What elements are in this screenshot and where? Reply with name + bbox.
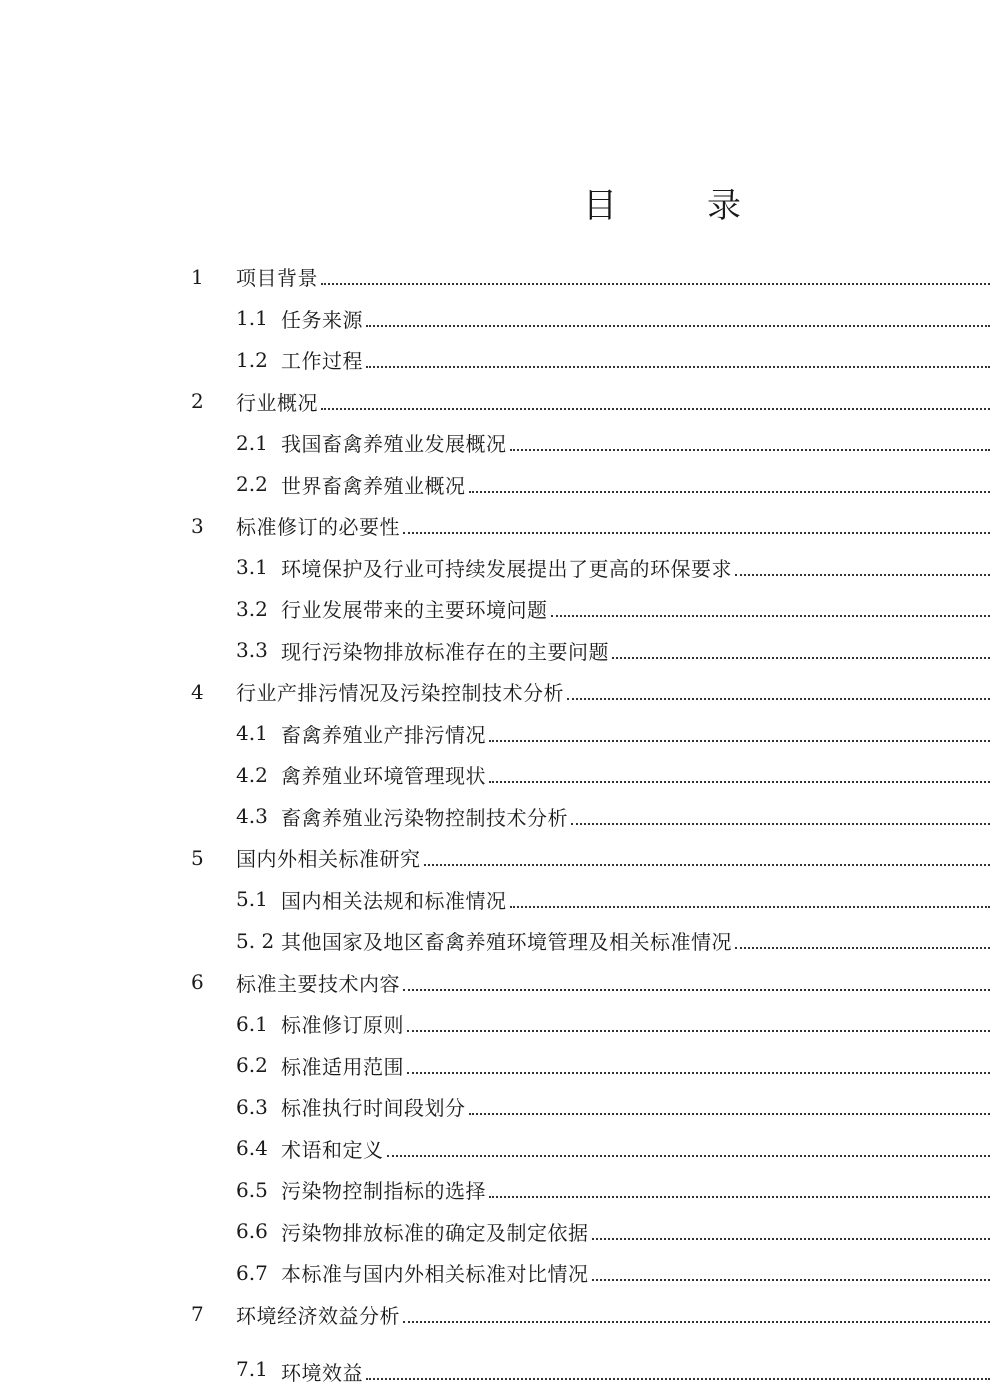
toc-entry-label: 污染物控制指标的选择	[281, 1175, 486, 1204]
toc-entry-text	[281, 926, 990, 955]
toc-entry-text	[281, 1217, 990, 1246]
dot-leader	[612, 657, 990, 659]
dot-leader	[592, 1238, 990, 1240]
toc-entry-text	[236, 677, 990, 706]
toc-entry-text	[281, 719, 990, 748]
page-title: 目 录	[583, 182, 769, 230]
toc-entry-number: 3.2	[236, 597, 268, 621]
toc-entry-label: 国内外相关标准研究	[236, 843, 421, 872]
toc-entry[interactable]	[0, 1252, 950, 1294]
toc-entry-text	[236, 262, 990, 291]
toc-entry-text	[281, 1258, 990, 1287]
toc-entry-text	[281, 760, 990, 789]
toc-entry-label: 工作过程	[281, 345, 363, 374]
toc-entry[interactable]	[0, 381, 950, 423]
toc-entry-number: 3	[191, 514, 204, 538]
toc-entry-label: 行业产排污情况及污染控制技术分析	[236, 677, 564, 706]
toc-entry-label: 污染物排放标准的确定及制定依据	[281, 1217, 589, 1246]
toc-entry-number: 6.2	[236, 1053, 268, 1077]
dot-leader	[735, 947, 990, 949]
toc-entry-label: 其他国家及地区畜禽养殖环境管理及相关标准情况	[281, 926, 732, 955]
toc-entry[interactable]	[0, 1211, 950, 1253]
toc-entry-text	[236, 968, 990, 997]
toc-entry-text	[236, 843, 990, 872]
toc-entry-number: 2.1	[236, 431, 268, 455]
dot-leader	[469, 1113, 990, 1115]
dot-leader	[366, 1378, 990, 1380]
toc-entry-number: 6.4	[236, 1136, 268, 1160]
toc-entry-number: 3.1	[236, 555, 268, 579]
toc-entry-label: 标准修订原则	[281, 1009, 404, 1038]
toc-entry[interactable]	[0, 1086, 950, 1128]
dot-leader	[469, 491, 990, 493]
toc-entry-number: 5	[191, 846, 204, 870]
toc-entry-number: 1.2	[236, 348, 268, 372]
dot-leader	[407, 1072, 990, 1074]
toc-entry-text	[281, 636, 990, 665]
toc-entry-number: 2	[191, 389, 204, 413]
toc-entry-number: 4.2	[236, 763, 268, 787]
toc-entry-label: 现行污染物排放标准存在的主要问题	[281, 636, 609, 665]
toc-entry-label: 标准适用范围	[281, 1051, 404, 1080]
dot-leader	[407, 1030, 990, 1032]
toc-entry-number: 5.1	[236, 887, 268, 911]
dot-leader	[551, 615, 990, 617]
toc-entry[interactable]	[0, 837, 950, 879]
toc-entry-number: 6.6	[236, 1219, 268, 1243]
toc-entry-text	[236, 511, 990, 540]
toc-entry[interactable]	[0, 1045, 950, 1087]
dot-leader	[403, 532, 990, 534]
toc-entry[interactable]	[0, 962, 950, 1004]
toc-entry[interactable]	[0, 713, 950, 755]
toc-entry-number: 4.3	[236, 804, 268, 828]
dot-leader	[567, 698, 990, 700]
toc-entry-label: 世界畜禽养殖业概况	[281, 470, 466, 499]
toc-entry-number: 2.2	[236, 472, 268, 496]
toc-entry[interactable]	[0, 547, 950, 589]
dot-leader	[489, 740, 990, 742]
toc-entry-label: 任务来源	[281, 304, 363, 333]
dot-leader	[424, 864, 990, 866]
toc-entry-label: 环境经济效益分析	[236, 1300, 400, 1329]
toc-entry-label: 畜禽养殖业污染物控制技术分析	[281, 802, 568, 831]
toc-entry[interactable]	[0, 505, 950, 547]
dot-leader	[387, 1155, 990, 1157]
toc-entry[interactable]	[0, 1294, 950, 1336]
toc-entry-number: 7	[191, 1302, 204, 1326]
toc-entry-number: 6.7	[236, 1261, 268, 1285]
toc-entry[interactable]	[0, 796, 950, 838]
dot-leader	[510, 906, 990, 908]
toc-entry[interactable]	[0, 422, 950, 464]
toc-entry-number: 3.3	[236, 638, 268, 662]
toc-entry[interactable]	[0, 1335, 950, 1365]
toc-entry-number: 1	[191, 265, 204, 289]
toc-entry-text	[281, 1357, 990, 1386]
toc-entry-text	[236, 1300, 990, 1329]
toc-entry-number: 4.1	[236, 721, 268, 745]
toc-entry-number: 6.3	[236, 1095, 268, 1119]
toc-entry-label: 禽养殖业环境管理现状	[281, 760, 486, 789]
toc-entry-text	[236, 387, 990, 416]
toc-entry[interactable]	[0, 920, 950, 962]
toc-entry-text	[281, 1134, 990, 1163]
toc-entry-label: 畜禽养殖业产排污情况	[281, 719, 486, 748]
toc-entry[interactable]	[0, 256, 950, 298]
toc-entry-text	[281, 594, 990, 623]
dot-leader	[403, 1321, 990, 1323]
toc-entry-text	[281, 1051, 990, 1080]
toc-entry-label: 标准主要技术内容	[236, 968, 400, 997]
toc-entry-text	[281, 802, 990, 831]
toc-entry-text	[281, 1175, 990, 1204]
toc-entry-text	[281, 428, 990, 457]
toc-entry[interactable]	[0, 754, 950, 796]
toc-entry-text	[281, 470, 990, 499]
toc-entry-text	[281, 345, 990, 374]
toc-entry[interactable]	[0, 879, 950, 921]
toc-entry[interactable]	[0, 671, 950, 713]
toc-entry[interactable]	[0, 1003, 950, 1045]
dot-leader	[321, 408, 990, 410]
toc-entry-number: 5. 2	[236, 929, 274, 953]
toc-entry-text	[281, 1009, 990, 1038]
dot-leader	[510, 449, 990, 451]
toc-entry[interactable]	[0, 1169, 950, 1211]
toc-entry[interactable]	[0, 339, 950, 381]
toc-entry-text	[281, 553, 990, 582]
toc-entry-number: 7.1	[236, 1357, 268, 1381]
toc-entry-label: 行业概况	[236, 387, 318, 416]
dot-leader	[735, 574, 990, 576]
toc-entry-label: 我国畜禽养殖业发展概况	[281, 428, 507, 457]
toc-entry-text	[281, 304, 990, 333]
toc-entry-label: 本标准与国内外相关标准对比情况	[281, 1258, 589, 1287]
dot-leader	[366, 325, 990, 327]
toc-entry-number: 4	[191, 680, 204, 704]
toc-entry[interactable]	[0, 588, 950, 630]
toc-entry[interactable]	[0, 298, 950, 340]
dot-leader	[489, 781, 990, 783]
toc-entry-number: 1.1	[236, 306, 268, 330]
dot-leader	[403, 989, 990, 991]
toc-entry-number: 6	[191, 970, 204, 994]
toc-entry-label: 行业发展带来的主要环境问题	[281, 594, 548, 623]
dot-leader	[592, 1279, 990, 1281]
toc-entry-number: 6.1	[236, 1012, 268, 1036]
dot-leader	[489, 1196, 990, 1198]
dot-leader	[571, 823, 990, 825]
toc-entry-number: 6.5	[236, 1178, 268, 1202]
toc-entry-label: 术语和定义	[281, 1134, 384, 1163]
toc-entry-label: 标准修订的必要性	[236, 511, 400, 540]
toc-entry-text	[281, 1092, 990, 1121]
toc-entry-label: 国内相关法规和标准情况	[281, 885, 507, 914]
table-of-contents	[0, 256, 950, 1365]
toc-entry-text	[281, 885, 990, 914]
toc-entry-label: 标准执行时间段划分	[281, 1092, 466, 1121]
toc-entry[interactable]	[0, 1128, 950, 1170]
dot-leader	[321, 283, 990, 285]
toc-entry-label: 环境效益	[281, 1357, 363, 1386]
toc-entry[interactable]	[0, 464, 950, 506]
toc-entry-label: 环境保护及行业可持续发展提出了更高的环保要求	[281, 553, 732, 582]
toc-entry-label: 项目背景	[236, 262, 318, 291]
toc-entry[interactable]	[0, 630, 950, 672]
dot-leader	[366, 366, 990, 368]
